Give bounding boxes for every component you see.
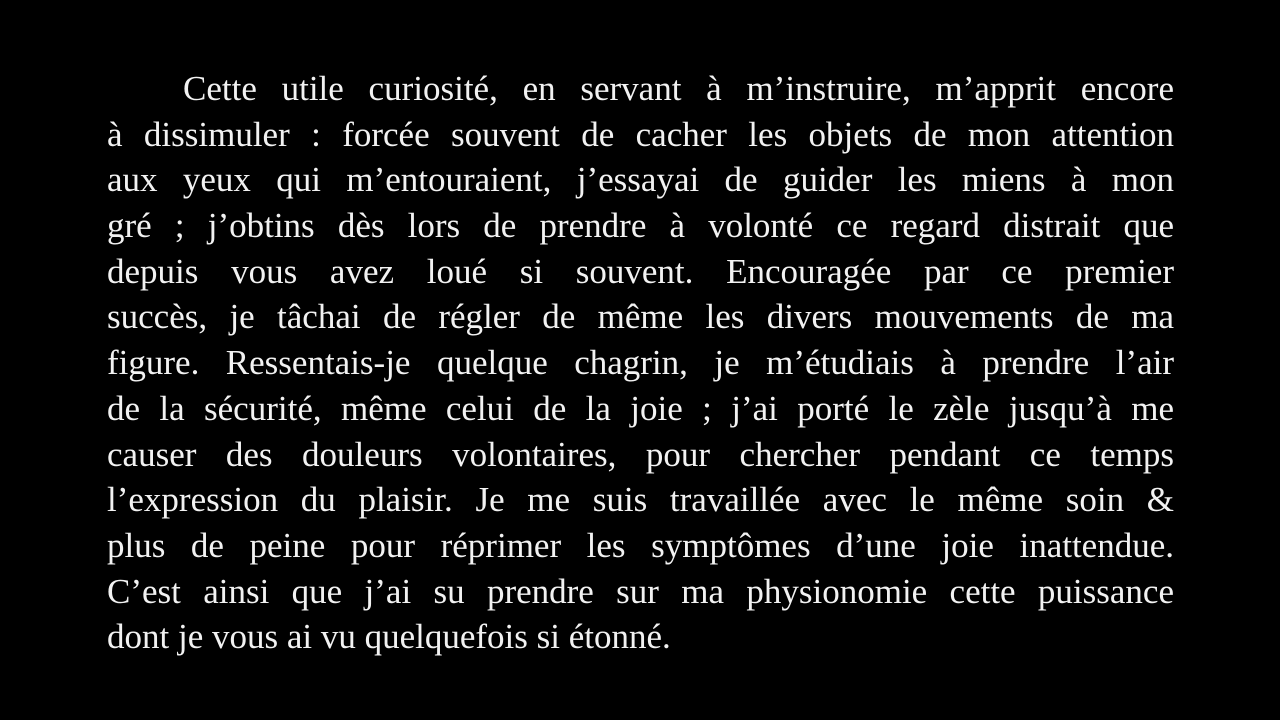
text-line: Cette utile curiosité, en servant à m’instruire, m’apprit encore — [183, 69, 1174, 108]
text-line: plus de peine pour réprimer les symptômes d’une joie inattendue. — [107, 525, 1174, 565]
text-paragraph — [107, 66, 1174, 660]
text-line: dont je vous ai vu quelquefois si étonné. — [107, 617, 671, 657]
text-line: gré ; j’obtins dès lors de prendre à volonté ce regard distrait que — [107, 206, 1174, 246]
text-line: de la sécurité, même celui de la joie ; j’ai porté le zèle jusqu’à me — [107, 388, 1174, 428]
text-line: C’est ainsi que j’ai su prendre sur ma physionomie cette puissance — [107, 571, 1174, 611]
text-line: succès, je tâchai de régler de même les divers mouvements de ma — [107, 297, 1174, 337]
text-line: depuis vous avez loué si souvent. Encouragée par ce premier — [107, 251, 1174, 291]
text-line: causer des douleurs volontaires, pour chercher pendant ce temps — [107, 434, 1174, 474]
text-line: figure. Ressentais-je quelque chagrin, je m’étudiais à prendre l’air — [107, 343, 1174, 383]
text-line: aux yeux qui m’entouraient, j’essayai de guider les miens à mon — [107, 160, 1174, 200]
text-line: à dissimuler : forcée souvent de cacher les objets de mon attention — [107, 114, 1174, 154]
text-line: l’expression du plaisir. Je me suis travaillée avec le même soin & — [107, 480, 1174, 520]
